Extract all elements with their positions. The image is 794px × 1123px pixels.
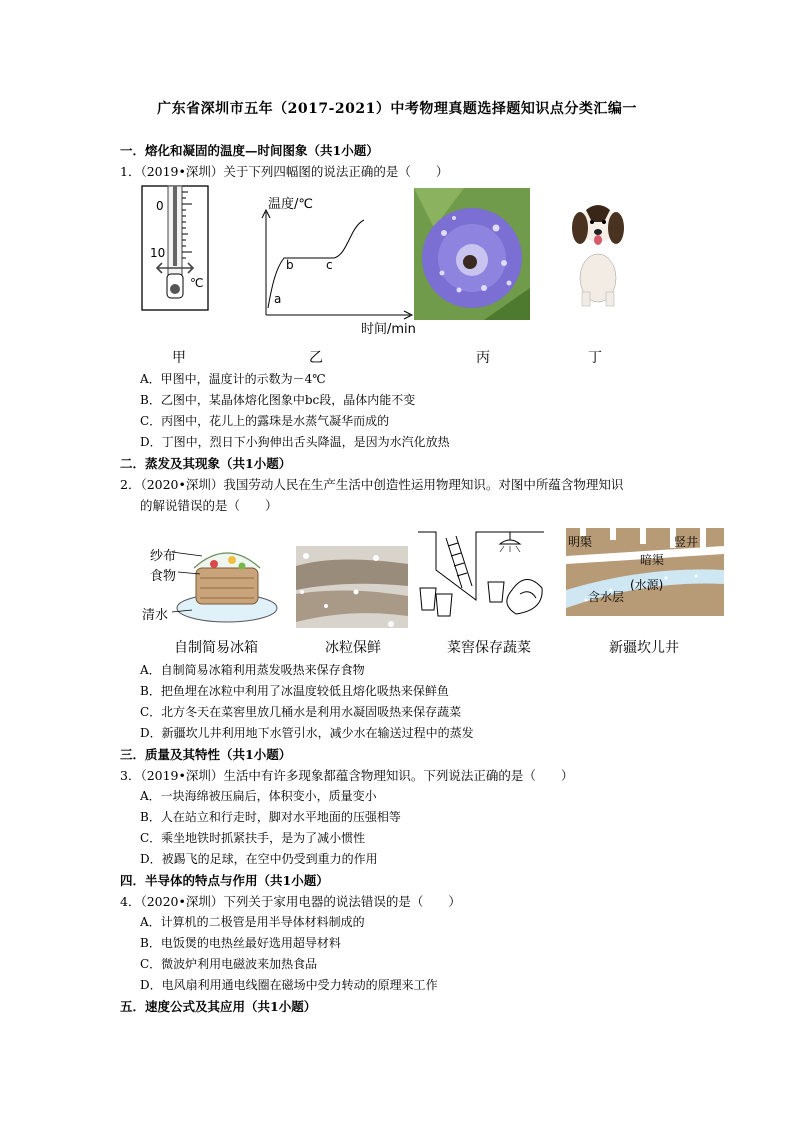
section-heading-2: 二．蒸发及其现象（共1小题） xyxy=(120,456,292,471)
fridge-label-food: 食物 xyxy=(150,569,177,584)
q1-caption-jia: 甲 xyxy=(172,350,186,366)
graph-point-c: c xyxy=(326,258,333,272)
thermometer-tick-10: 10 xyxy=(150,246,166,260)
page-title: 广东省深圳市五年（2017-2021）中考物理真题选择题知识点分类汇编一 xyxy=(157,101,637,117)
graph-x-label: 时间/min xyxy=(361,322,416,337)
section-heading-4: 四．半导体的特点与作用（共1小题） xyxy=(120,873,329,888)
q2-option-a: A．自制简易冰箱利用蒸发吸热来保存食物 xyxy=(140,663,365,677)
q4-option-b: B．电饭煲的电热丝最好选用超导材料 xyxy=(140,936,341,950)
q2-option-c: C．北方冬天在菜窖里放几桶水是利用水凝固吸热来保存蔬菜 xyxy=(140,705,462,719)
q2-caption-cellar: 菜窖保存蔬菜 xyxy=(447,640,531,656)
karez-label-mingqu: 明渠 xyxy=(568,535,593,549)
graph-point-a: a xyxy=(274,292,282,306)
question-2-stem-line2: 的解说错误的是（ ） xyxy=(140,498,278,513)
section-heading-1: 一．熔化和凝固的温度—时间图象（共1小题） xyxy=(120,143,379,158)
q3-option-c: C．乘坐地铁时抓紧扶手，是为了减小惯性 xyxy=(140,831,366,845)
simple-fridge-figure xyxy=(142,540,282,630)
q4-option-a: A．计算机的二极管是用半导体材料制成的 xyxy=(140,915,365,929)
thermometer-figure xyxy=(140,184,220,314)
q2-caption-ice: 冰粒保鲜 xyxy=(325,640,381,656)
q1-option-b: B．乙图中，某晶体熔化图象中bc段，晶体内能不变 xyxy=(140,393,416,407)
question-4-stem: 4．（2020•深圳）下列关于家用电器的说法错误的是（ ） xyxy=(120,894,461,909)
q1-option-c: C．丙图中，花儿上的露珠是水蒸气凝华而成的 xyxy=(140,414,390,428)
q3-option-d: D．被踢飞的足球，在空中仍受到重力的作用 xyxy=(140,852,378,866)
karez-label-shujing: 竖井 xyxy=(674,535,699,549)
q2-option-b: B．把鱼埋在冰粒中利用了冰温度较低且熔化吸热来保鲜鱼 xyxy=(140,684,449,698)
karez-well-figure xyxy=(566,518,724,616)
question-1-stem: 1．（2019•深圳）关于下列四幅图的说法正确的是（ ） xyxy=(120,164,449,179)
section-heading-5: 五．速度公式及其应用（共1小题） xyxy=(120,999,317,1014)
section-heading-3: 三．质量及其特性（共1小题） xyxy=(120,747,292,762)
q3-option-a: A．一块海绵被压扁后，体积变小，质量变小 xyxy=(140,789,377,803)
q3-option-b: B．人在站立和行走时，脚对水平地面的压强相等 xyxy=(140,810,401,824)
thermometer-unit: ℃ xyxy=(190,276,204,290)
question-3-stem: 3．（2019•深圳）生活中有许多现象都蕴含物理知识。下列说法正确的是（ ） xyxy=(120,768,574,783)
karez-label-anqu: 暗渠 xyxy=(640,553,665,567)
question-2-stem-line1: 2．（2020•深圳）我国劳动人民在生产生活中创造性运用物理知识。对图中所蕴含物理知识 xyxy=(120,477,624,492)
fridge-label-gauze: 纱布 xyxy=(150,549,177,564)
karez-label-aquifer: 含水层 xyxy=(588,590,625,604)
q2-option-d: D．新疆坎儿井利用地下水管引水，减少水在输送过程中的蒸发 xyxy=(140,726,474,740)
q1-option-d: D．丁图中，烈日下小狗伸出舌头降温，是因为水汽化放热 xyxy=(140,435,450,449)
dog-photo xyxy=(568,196,628,308)
vegetable-cellar-figure xyxy=(416,530,546,628)
q1-caption-bing: 丙 xyxy=(476,350,490,366)
thermometer-tick-0: 0 xyxy=(156,199,164,213)
melting-graph-figure xyxy=(258,190,418,335)
karez-label-source: (水源) xyxy=(630,578,664,592)
fish-on-ice-photo xyxy=(296,546,408,628)
graph-point-b: b xyxy=(286,258,294,272)
q1-caption-yi: 乙 xyxy=(309,350,323,366)
graph-y-label: 温度/℃ xyxy=(268,197,313,212)
q1-option-a: A．甲图中，温度计的示数为－4℃ xyxy=(140,372,326,386)
flower-photo xyxy=(414,188,530,320)
q1-caption-ding: 丁 xyxy=(588,350,602,366)
q2-caption-karez: 新疆坎儿井 xyxy=(609,640,679,656)
q2-caption-fridge: 自制简易冰箱 xyxy=(174,640,258,656)
q4-option-d: D．电风扇利用通电线圈在磁场中受力转动的原理来工作 xyxy=(140,978,438,992)
q4-option-c: C．微波炉利用电磁波来加热食品 xyxy=(140,957,318,971)
fridge-label-water: 清水 xyxy=(142,608,169,623)
